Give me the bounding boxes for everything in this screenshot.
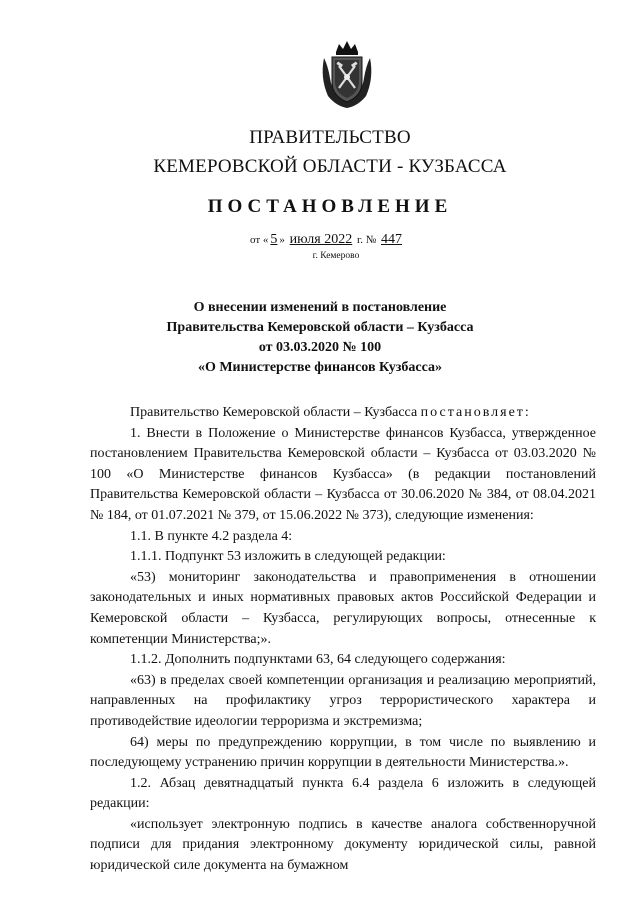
paragraph: «использует электронную подпись в качестве аналога собственноручной подписи для придания электронному документу юридической силы, равной юридической силе документа на бумажном [90,816,596,874]
document-type-heading: ПОСТАНОВЛЕНИЕ [207,196,453,217]
date-prefix: от « [250,234,269,246]
date-month-year: июля 2022 [289,232,353,247]
title-line: «О Министерстве финансов Кузбасса» [197,360,443,375]
organization-name-line1: ПРАВИТЕЛЬСТВО [249,127,411,148]
date-close: » [279,234,285,246]
document-city: г. Кемерово [312,251,360,261]
title-line: О внесении изменений в постановление [193,300,447,315]
paragraph: 1.1.2. Дополнить подпунктами 63, 64 следующего содержания: [130,652,506,668]
resolution-verb: постановляет: [420,405,531,420]
paragraph: 1.1. В пункте 4.2 раздела 4: [130,528,293,544]
document-number: 447 [380,232,402,247]
organization-name-line2: КЕМЕРОВСКОЙ ОБЛАСТИ - КУЗБАССА [153,156,507,177]
paragraph: 1.1.1. Подпункт 53 изложить в следующей редакции: [130,549,446,565]
paragraph [90,403,596,424]
document-title [120,298,520,378]
document-date-number [250,232,404,248]
coat-of-arms-icon [318,38,376,110]
title-line: от 03.03.2020 № 100 [258,340,382,355]
document-body [90,403,596,877]
number-prefix: г. № [356,234,377,246]
date-day: 5 [270,232,278,247]
title-line: Правительства Кемеровской области – Кузбасса [166,320,474,335]
paragraph: «53) мониторинг законодательства и правоприменения в отношении законодательных и иных нормативных правовых актов Российской Федерации и Кемеровской области – Кузбасса, регулирующих вопросы, отнесенные к компетенции Министерства;». [90,569,596,647]
paragraph: 1.2. Абзац девятнадцатый пункта 6.4 раздела 6 изложить в следующей редакции: [90,775,596,812]
paragraph: 1. Внести в Положение о Министерстве финансов Кузбасса, утвержденное постановлением Правительства Кемеровской области – Кузбасса от 03.03.2020 № 100 «О Министерстве финансов Кузбасса» (в редакции постановлений Правительства Кемеровской области – Кузбасса от 30.06.2020 № 384, от 08.04.2021 № 184, от 01.07.2021 № 379, от 15.06.2022 № 373), следующие изменения: [90,425,596,523]
paragraph: «63) в пределах своей компетенции организация и реализацию мероприятий, направленных на профилактику угроз террористического характера и противодействие идеологии терроризма и экстремизма; [90,672,596,729]
paragraph: 64) меры по предупреждению коррупции, в том числе по выявлению и последующему устранению причин коррупции в деятельности Министерства.». [90,734,596,771]
resolution-lead: Правительство Кемеровской области – Кузбасса [130,405,421,420]
